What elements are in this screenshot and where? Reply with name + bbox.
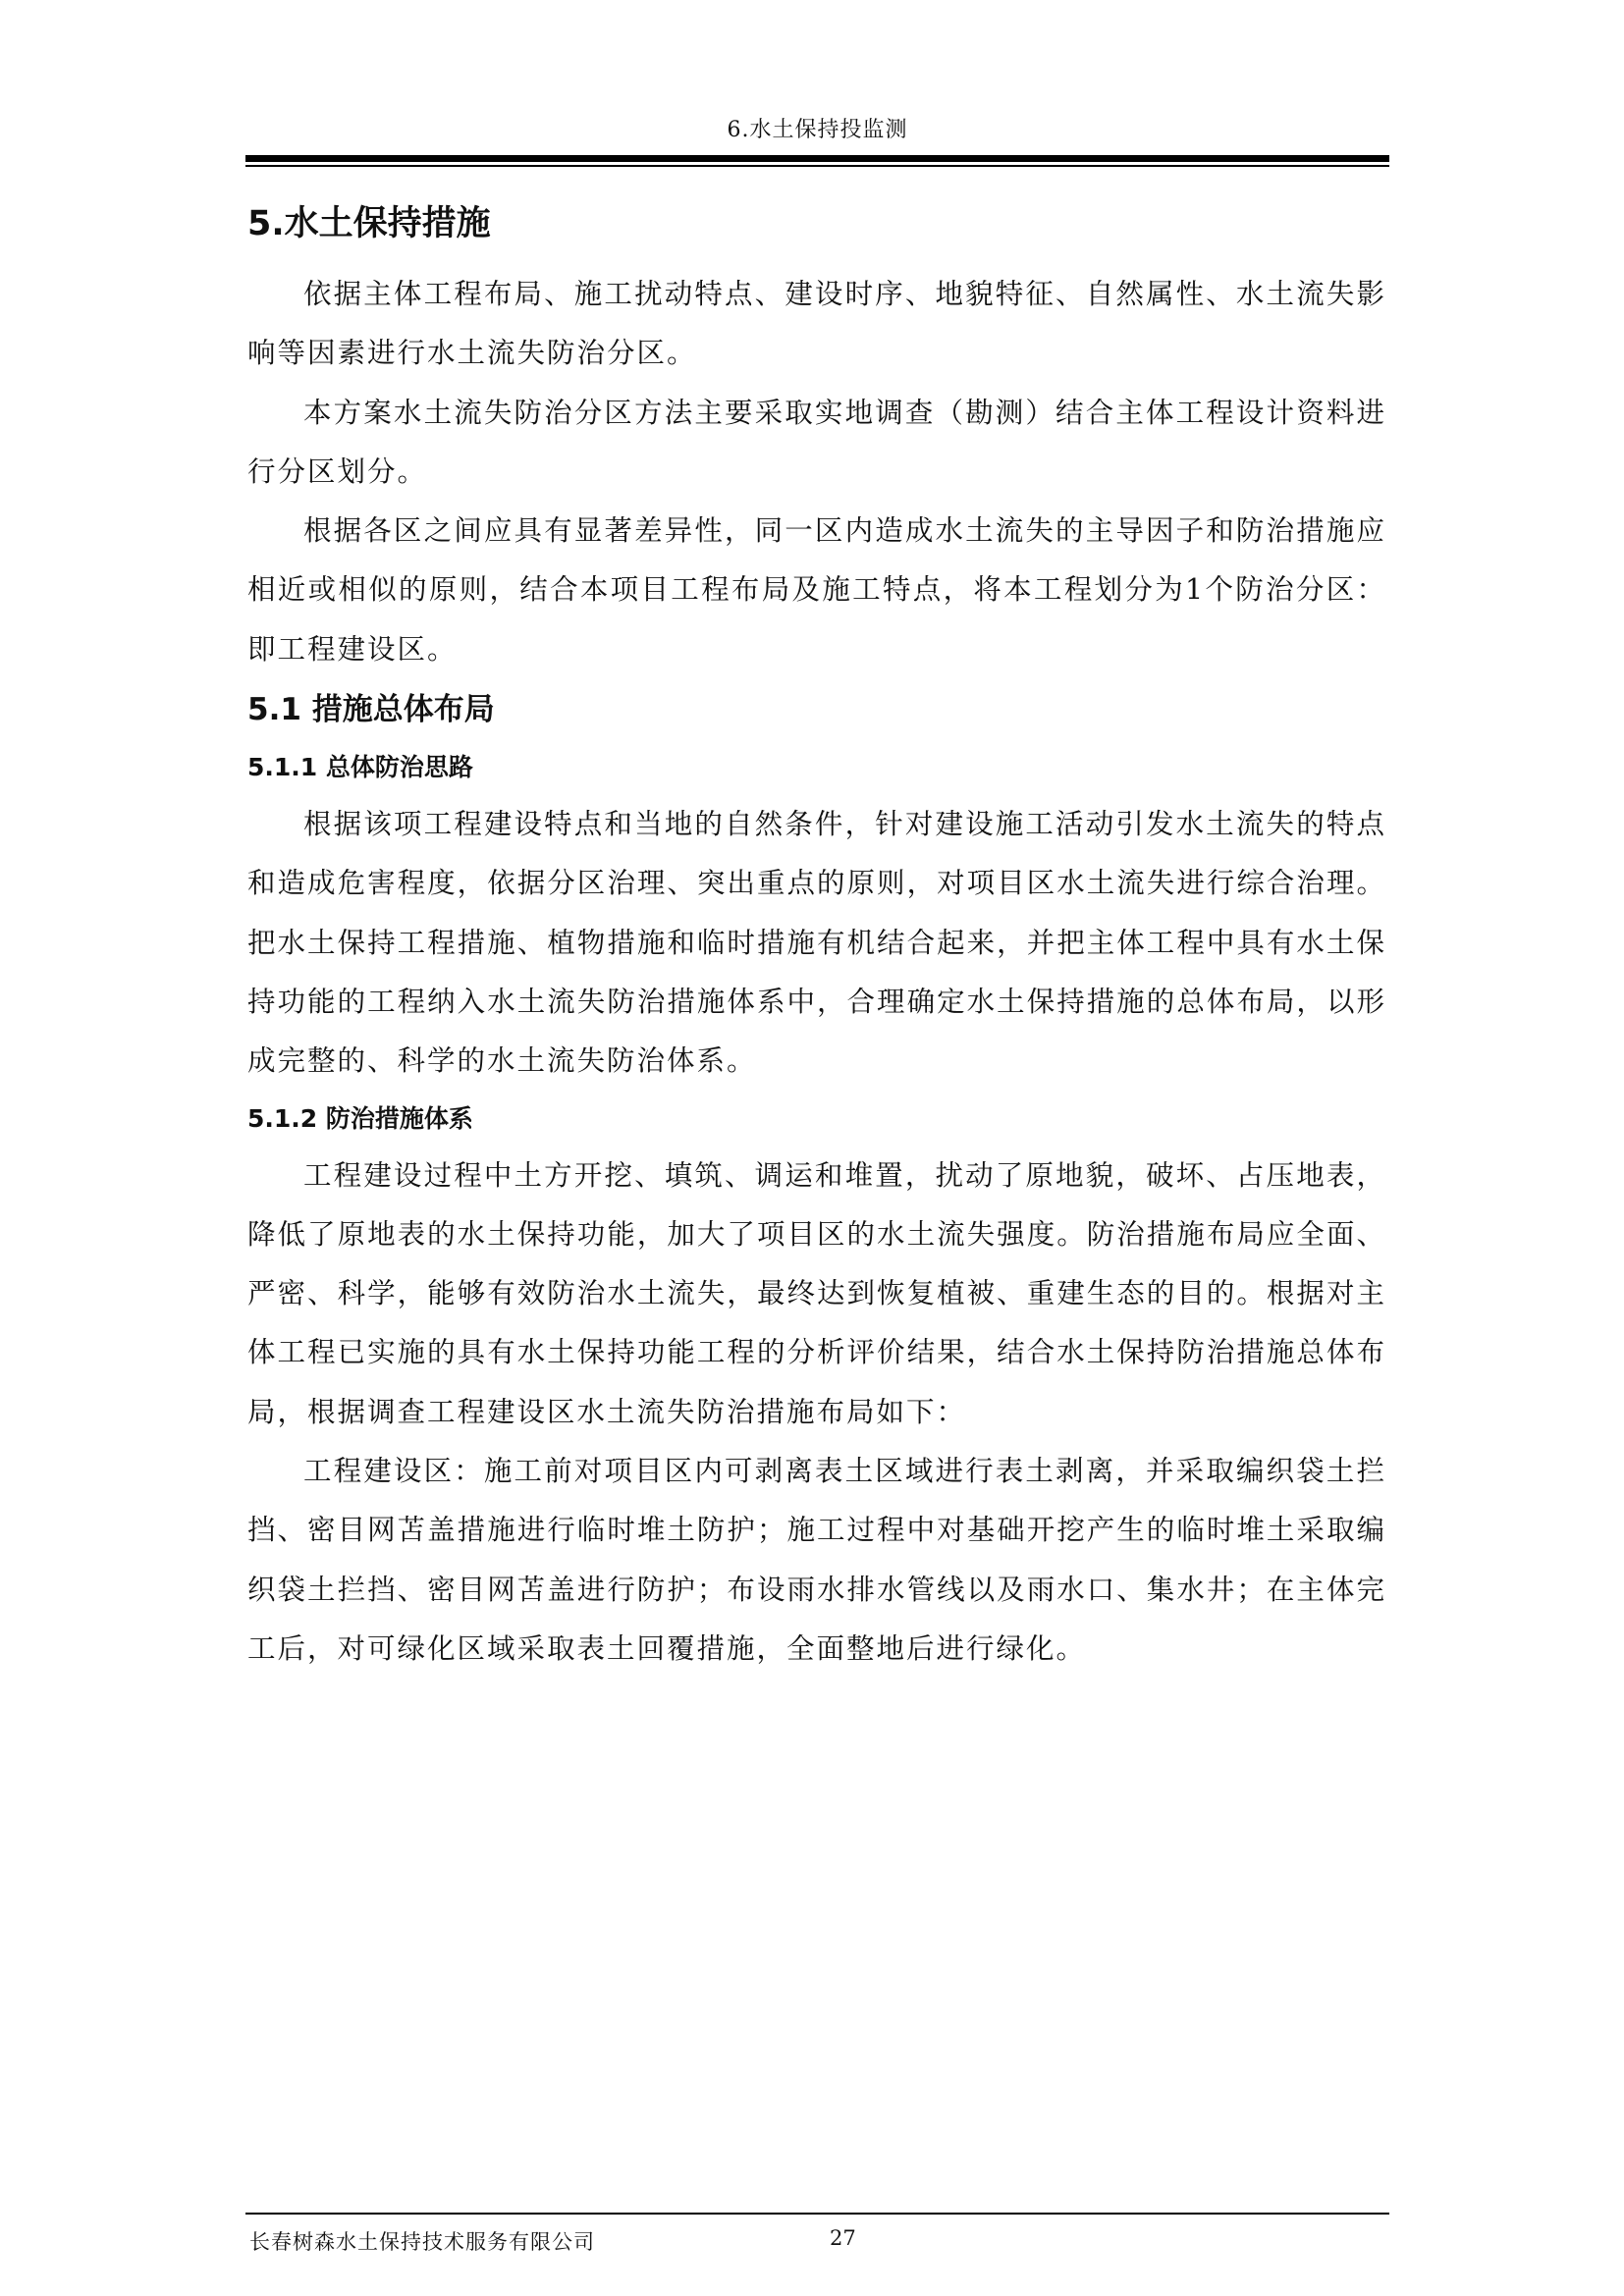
section-5-1-1-heading: 5.1.1 总体防治思路 — [247, 753, 473, 782]
footer-rule — [245, 2213, 1389, 2215]
section-5-1-1-paragraph-1: 根据该项工程建设特点和当地的自然条件，针对建设施工活动引发水土流失的特点和造成危害程度，依据分区治理、突出重点的原则，对项目区水土流失进行综合治理。把水土保持工程措施、植物措施和临时措施有机结合起来，并把主体工程中具有水土保持功能的工程纳入水土流失防治措施体系中，合理确定水土保持措施的总体布局，以形成完整的、科学的水土流失防治体系。 — [247, 808, 1386, 1078]
section-5-paragraph-2: 本方案水土流失防治分区方法主要采取实地调查（勘测）结合主体工程设计资料进行分区划分。 — [247, 396, 1386, 488]
page-number: 27 — [830, 2226, 856, 2250]
header-rule-thin — [245, 165, 1389, 167]
section-5-heading: 5.水土保持措施 — [247, 204, 491, 243]
section-5-1-2-paragraph-1: 工程建设过程中土方开挖、填筑、调运和堆置，扰动了原地貌，破坏、占压地表，降低了原地表的水土保持功能，加大了项目区的水土流失强度。防治措施布局应全面、严密、科学，能够有效防治水土流失，最终达到恢复植被、重建生态的目的。根据对主体工程已实施的具有水土保持功能工程的分析评价结果，结合水土保持防治措施总体布局，根据调查工程建设区水土流失防治措施布局如下： — [247, 1158, 1386, 1428]
page-header — [245, 116, 1389, 167]
section-5-paragraph-1: 依据主体工程布局、施工扰动特点、建设时序、地貌特征、自然属性、水土流失影响等因素进行水土流失防治分区。 — [247, 278, 1386, 370]
section-5-paragraph-3: 根据各区之间应具有显著差异性，同一区内造成水土流失的主导因子和防治措施应相近或相似的原则，结合本项目工程布局及施工特点，将本工程划分为1个防治分区：即工程建设区。 — [247, 514, 1386, 666]
section-5-1-2-heading: 5.1.2 防治措施体系 — [247, 1103, 473, 1133]
document-body — [247, 194, 1386, 1679]
header-rule-thick — [245, 155, 1389, 162]
page-footer — [245, 2213, 1389, 2262]
footer-company: 长春树森水土保持技术服务有限公司 — [249, 2230, 595, 2254]
header-title: 6.水土保持投监测 — [727, 118, 908, 142]
section-5-1-2-paragraph-2: 工程建设区：施工前对项目区内可剥离表土区域进行表土剥离，并采取编织袋土拦挡、密目网苫盖措施进行临时堆土防护；施工过程中对基础开挖产生的临时堆土采取编织袋土拦挡、密目网苫盖进行防护；布设雨水排水管线以及雨水口、集水井；在主体完工后，对可绿化区域采取表土回覆措施，全面整地后进行绿化。 — [247, 1455, 1386, 1665]
section-5-1-heading: 5.1 措施总体布局 — [247, 692, 495, 728]
